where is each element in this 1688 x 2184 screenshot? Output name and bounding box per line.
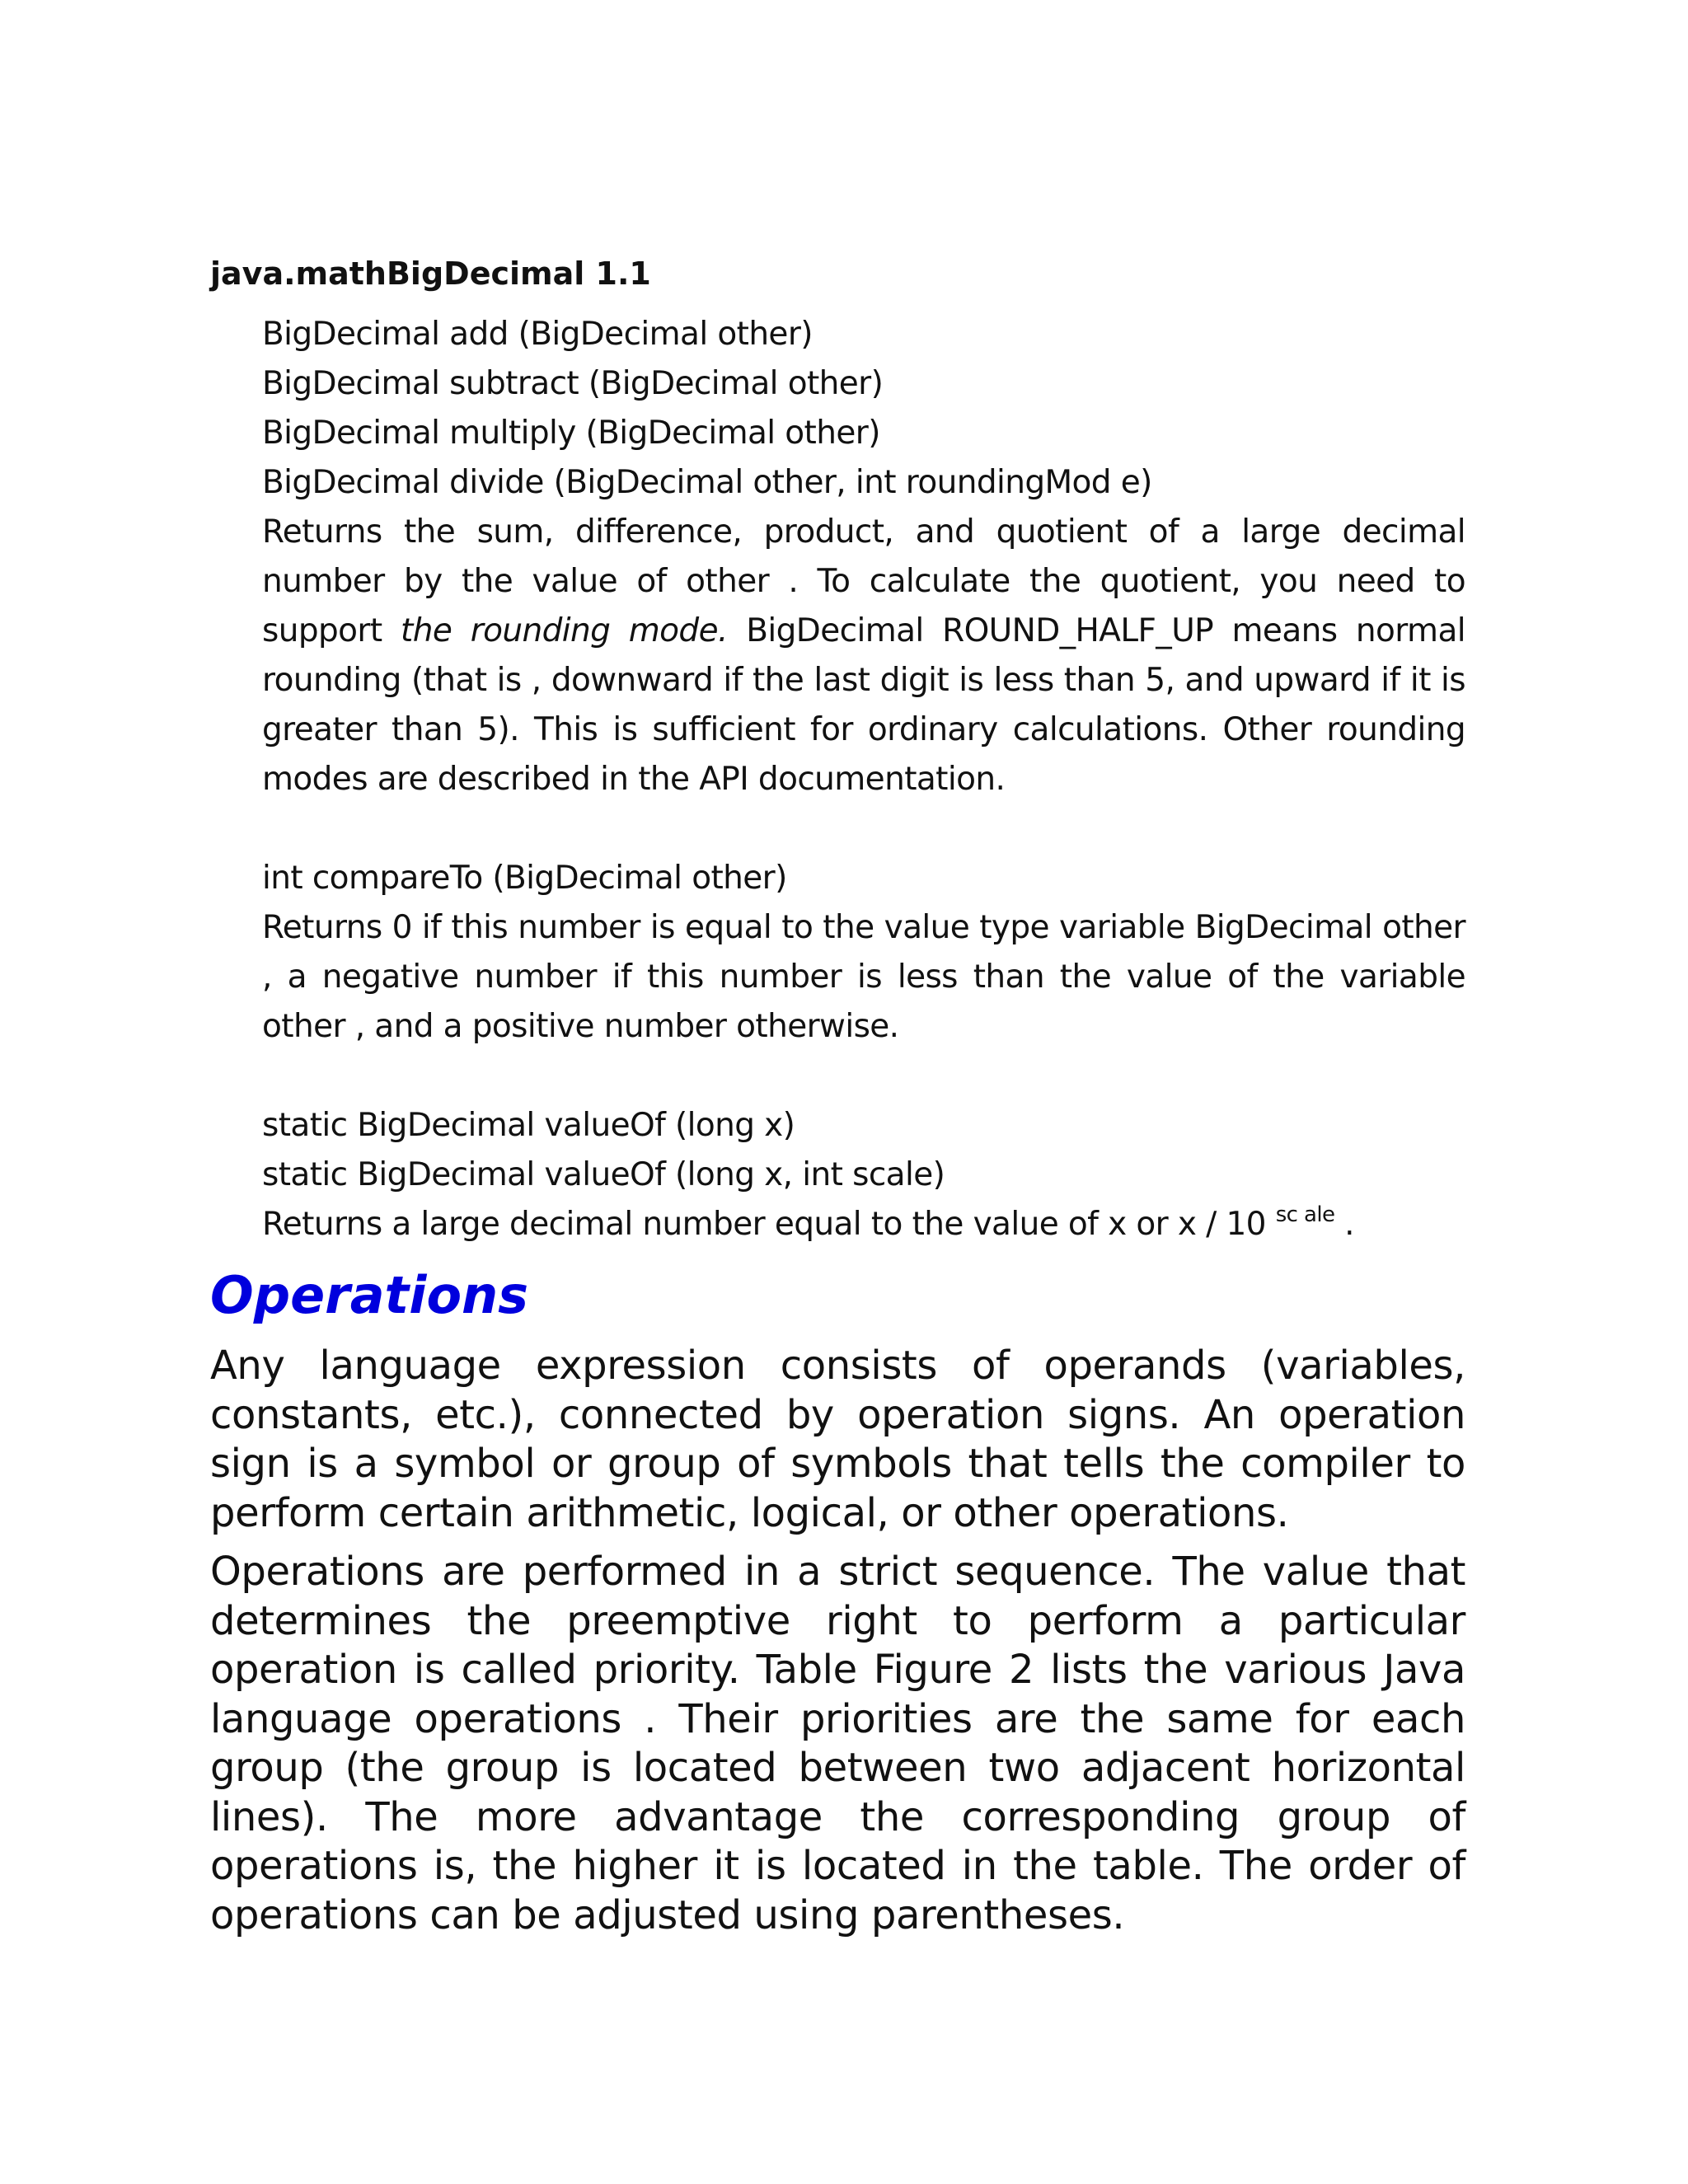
api-class-heading: java.mathBigDecimal 1.1: [210, 255, 651, 292]
description-text: Returns a large decimal number equal to the value of x or x / 10: [262, 1206, 1276, 1243]
operations-paragraph-2: Operations are performed in a strict sequence. The value that determines the preemptive right to perform a particular operation is called priority. Table Figure 2 lists the various Java language operations . Their priorities are the same for each group (the group is located between two adjacent horizontal lines). The more advantage the corresponding group of operations is, the higher it is located in the table. The order of operations can be adjusted using parentheses.: [210, 1549, 1465, 1938]
section-title-operations: Operations: [210, 1265, 529, 1325]
superscript-exponent: sc ale: [1275, 1202, 1335, 1227]
method-signature-compareto: int compareTo (BigDecimal other): [262, 860, 787, 897]
method-description-valueof: [262, 1200, 1465, 1249]
method-signature-multiply: BigDecimal multiply (BigDecimal other): [262, 415, 880, 452]
method-signature-subtract: BigDecimal subtract (BigDecimal other): [262, 365, 884, 402]
api-methods-arithmetic: [262, 310, 1465, 804]
api-method-compare: [262, 854, 1465, 1052]
description-text: BigDecimal ROUND_HALF_UP means normal rounding (that is , downward if the last digit is less than 5, and upward if it is greater than 5). This is sufficient for ordinary calculations. Other rounding modes are described in the API documentation.: [262, 612, 1465, 798]
description-emphasis: the rounding mode.: [401, 612, 728, 649]
method-description-arithmetic: [262, 508, 1465, 804]
method-signature-add: BigDecimal add (BigDecimal other): [262, 316, 813, 353]
method-description-compareto: Returns 0 if this number is equal to the value type variable BigDecimal other , a negative number if this number is less than the value of the variable other , and a positive number otherwise.: [262, 909, 1465, 1045]
method-signature-valueof-long: static BigDecimal valueOf (long x): [262, 1107, 795, 1144]
method-signature-valueof-scale: static BigDecimal valueOf (long x, int scale): [262, 1156, 945, 1193]
method-signature-divide: BigDecimal divide (BigDecimal other, int roundingMod e): [262, 464, 1152, 501]
operations-paragraph-1: Any language expression consists of operands (variables, constants, etc.), connected by operation signs. An operation sign is a symbol or group of symbols that tells the compiler to perform certain arithmetic, logical, or other operations.: [210, 1343, 1465, 1536]
description-text: Returns the sum, difference, product, and quotient of a large decimal number by the value of other . To calculate the quotient, you need to support: [262, 513, 1465, 649]
api-methods-valueof: [262, 1101, 1465, 1249]
description-text: .: [1334, 1206, 1354, 1243]
